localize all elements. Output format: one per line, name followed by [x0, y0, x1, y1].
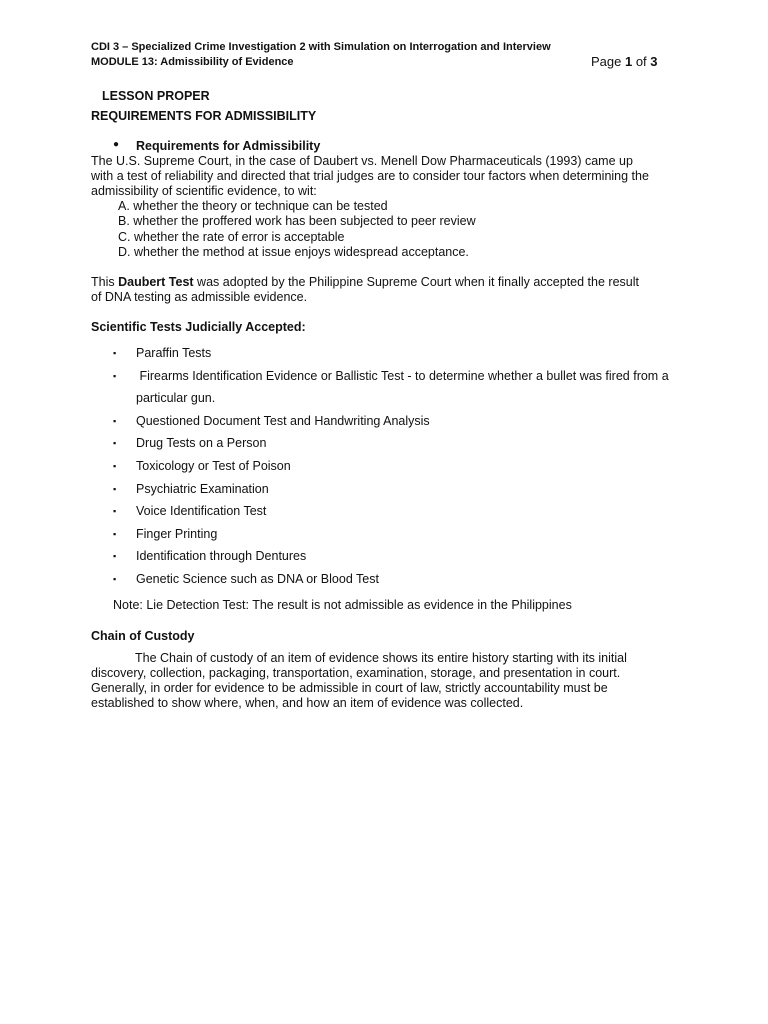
factor-item: D. whether the method at issue enjoys widespread acceptance. — [118, 244, 469, 259]
test-label: Voice Identification Test — [136, 504, 267, 519]
adoption-suffix: was adopted by the Philippine Supreme Court when it finally accepted the result of DNA testing as admissible evidence. — [91, 275, 639, 304]
chain-text: The Chain of custody of an item of evidence shows its entire history starting with its initial discovery, collection, packaging, transportation, examination, storage, and presentation in court. Generally, in order for evidence to be admissible in court of law, strictly accountability must be established to show where, when, and how an item of evidence was collected. — [91, 651, 627, 710]
module-header: MODULE 13: Admissibility of Evidence — [91, 56, 294, 68]
test-label: Genetic Science such as DNA or Blood Test — [136, 571, 379, 586]
square-bullet-icon: ▪ — [113, 460, 117, 471]
page-prefix: Page — [591, 54, 625, 69]
test-label: Firearms Identification Evidence or Ballistic Test - to determine whether a bullet was fired from a particular gun. — [136, 368, 673, 406]
note-text: Note: Lie Detection Test: The result is not admissible as evidence in the Philippines — [113, 598, 572, 612]
factor-list — [118, 199, 476, 260]
daubert-paragraph: The U.S. Supreme Court, in the case of Daubert vs. Menell Dow Pharmaceuticals (1993) came up with a test of reliability and directed that trial judges are to consider tour factors when determining the admissibility of scientific evidence, to wit: — [91, 154, 649, 198]
round-bullet-icon: ● — [113, 139, 120, 150]
factor-item: C. whether the rate of error is acceptable — [118, 229, 345, 244]
list-item — [91, 500, 691, 523]
list-item — [91, 410, 691, 433]
list-item — [91, 568, 691, 591]
square-bullet-icon: ▪ — [113, 483, 117, 494]
square-bullet-icon: ▪ — [113, 551, 117, 562]
list-item — [91, 432, 691, 455]
list-item — [91, 523, 691, 546]
page-total: 3 — [650, 54, 658, 69]
list-item — [91, 478, 691, 501]
page-number — [591, 54, 658, 69]
square-bullet-icon: ▪ — [113, 528, 117, 539]
page-current: 1 — [624, 54, 633, 69]
list-item — [91, 342, 691, 365]
tests-heading: Scientific Tests Judicially Accepted: — [91, 320, 306, 334]
list-item — [91, 545, 691, 568]
square-bullet-icon: ▪ — [113, 370, 117, 381]
factor-item: A. whether the theory or technique can be tested — [118, 199, 388, 213]
sub-heading: Requirements for Admissibility — [136, 139, 321, 153]
square-bullet-icon: ▪ — [113, 348, 117, 358]
square-bullet-icon: ▪ — [113, 415, 117, 426]
factor-item: B. whether the proffered work has been subjected to peer review — [118, 214, 476, 229]
lesson-title: LESSON PROPER — [102, 89, 210, 103]
chain-paragraph — [91, 651, 651, 711]
test-label: Toxicology or Test of Poison — [136, 458, 291, 473]
square-bullet-icon: ▪ — [113, 438, 117, 449]
course-header: CDI 3 – Specialized Crime Investigation 2 with Simulation on Interrogation and Interview — [91, 41, 551, 53]
test-label: Identification through Dentures — [136, 549, 307, 564]
adoption-prefix: This — [91, 275, 119, 289]
daubert-test-term: Daubert Test — [118, 275, 194, 289]
test-label: Questioned Document Test and Handwriting Analysis — [136, 413, 430, 428]
chain-heading: Chain of Custody — [91, 629, 195, 643]
list-item — [91, 365, 691, 410]
square-bullet-icon: ▪ — [113, 506, 117, 517]
test-label: Paraffin Tests — [136, 346, 212, 360]
page-of: of — [632, 54, 651, 69]
test-label: Psychiatric Examination — [136, 481, 269, 496]
square-bullet-icon: ▪ — [113, 573, 117, 584]
tests-list — [91, 342, 691, 591]
list-item — [91, 455, 691, 478]
section-title: REQUIREMENTS FOR ADMISSIBILITY — [91, 109, 317, 123]
adoption-paragraph — [91, 275, 651, 305]
test-label: Finger Printing — [136, 526, 218, 541]
test-label: Drug Tests on a Person — [136, 436, 267, 451]
